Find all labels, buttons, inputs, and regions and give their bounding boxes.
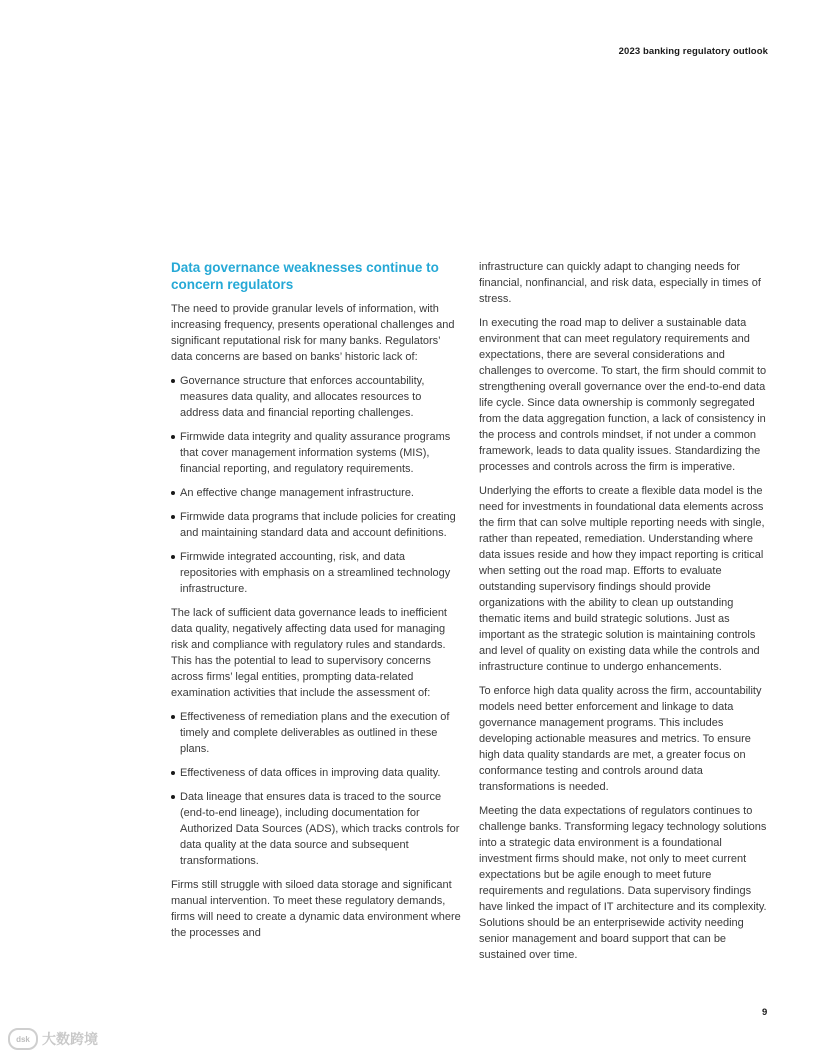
body-paragraph: infrastructure can quickly adapt to changing needs for financial, nonfinancial, and risk data, especially in times of stress.	[479, 261, 761, 305]
list-item: An effective change management infrastructure.	[171, 485, 461, 501]
list-item: Effectiveness of data offices in improving data quality.	[171, 765, 461, 781]
list-item: Effectiveness of remediation plans and the execution of timely and complete deliverables as outlined in these plans.	[171, 709, 461, 757]
historic-lack-list	[171, 373, 461, 597]
list-item: Firmwide data integrity and quality assurance programs that cover management information systems (MIS), financial reporting, and regulatory requirements.	[171, 429, 461, 477]
left-column	[171, 259, 461, 949]
page-number: 9	[762, 1007, 768, 1018]
list-item: Firmwide data programs that include policies for creating and maintaining standard data and account definitions.	[171, 509, 461, 541]
running-header-title: 2023 banking regulatory outlook	[618, 46, 768, 57]
section-heading: Data governance weaknesses continue to concern regulators	[171, 260, 439, 292]
right-column	[479, 259, 771, 971]
assessment-list	[171, 709, 461, 869]
body-paragraph: Meeting the data expectations of regulators continues to challenge banks. Transforming legacy technology solutions into a strategic data environment is a foundational investment firms should make, not only to meet current expectations but be agile enough to meet future requirements and regulations. Data supervisory findings have linked the impact of IT architecture and its complexity. Solutions should be an enterprisewide activity needing senior management and board support that can be sustained over time.	[479, 805, 767, 961]
list-item: Governance structure that enforces accountability, measures data quality, and allocates resources to address data and financial reporting challenges.	[171, 373, 461, 421]
body-paragraph: Underlying the efforts to create a flexible data model is the need for investments in foundational data elements across the firm that can solve multiple reporting needs with single, rather than repeated, remediation. Understanding where data issues reside and how they impact reporting is critical when setting out the road map. Efforts to evaluate outstanding supervisory findings should provide organizations with the ability to clean up outstanding thematic items and build strategic solutions. Just as important as the strategic solution is maintaining controls and level of quality on existing data while the controls and infrastructure continue to undergo enhancements.	[479, 485, 765, 673]
body-paragraph: Firms still struggle with siloed data storage and significant manual intervention. To meet these regulatory demands, firms will need to create a dynamic data environment where the processes and	[171, 879, 461, 939]
body-paragraph: To enforce high data quality across the firm, accountability models need better enforcement and linkage to data governance management programs. This includes developing actionable measures and metrics. To ensure high data quality standards are met, a greater focus on conformance testing and controls around data transformations is needed.	[479, 685, 762, 793]
list-item: Data lineage that ensures data is traced to the source (end-to-end lineage), including documentation for Authorized Data Sources (ADS), which tracks controls for data quality at the data source and subsequent transformations.	[171, 789, 461, 869]
intro-paragraph: The need to provide granular levels of information, with increasing frequency, presents operational challenges and significant reputational risk for many banks. Regulators’ data concerns are based on banks’ historic lack of:	[171, 303, 455, 363]
watermark-logo-icon: dsk	[8, 1028, 38, 1050]
watermark-text: 大数跨境	[42, 1031, 98, 1047]
body-paragraph: The lack of sufficient data governance leads to inefficient data quality, negatively affecting data used for managing risk and compliance with regulatory rules and standards. This has the potential to lead to supervisory concerns across firms’ legal entities, prompting data-related examination activities that include the assessment of:	[171, 607, 447, 699]
watermark	[8, 1028, 98, 1050]
body-paragraph: In executing the road map to deliver a sustainable data environment that can meet regulatory requirements and expectations, there are several considerations and challenges to overcome. To start, the firm should commit to strengthening overall governance over the end-to-end data life cycle. Since data ownership is commonly segregated from the data aggregation function, a lack of consistency in the process and controls mindset, if not under a common framework, leads to data quality issues. Standardizing the processes and controls across the firm is imperative.	[479, 317, 767, 473]
list-item: Firmwide integrated accounting, risk, and data repositories with emphasis on a streamlined technology infrastructure.	[171, 549, 461, 597]
